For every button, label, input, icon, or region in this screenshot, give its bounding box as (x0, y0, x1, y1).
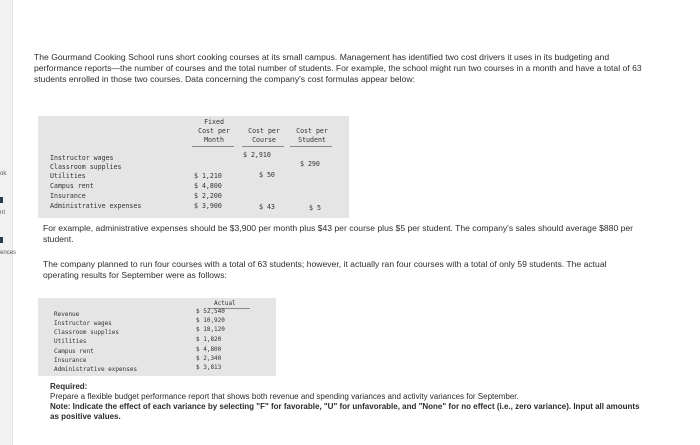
header-line: Course (252, 136, 276, 144)
example-paragraph: For example, administrative expenses should be $3,900 per month plus $43 per course plus $5 per student. The company's sales should average $880 per student. (43, 223, 634, 244)
header-line: Cost per (198, 127, 230, 135)
row-label: Campus rent (54, 348, 94, 355)
sidebar-item-1[interactable]: ok (0, 171, 7, 177)
cost-formula-table (38, 116, 349, 218)
actual-value: $ 18,120 (196, 326, 225, 333)
sidebar-item-3[interactable]: ences (0, 250, 17, 256)
fixed-cost-value: $ 3,900 (194, 202, 222, 210)
row-label: Utilities (50, 172, 86, 180)
header-underline (290, 146, 332, 147)
student-cost-value: $ 290 (300, 160, 320, 168)
actual-value: $ 2,340 (196, 355, 222, 362)
header-student-cost (286, 127, 338, 145)
left-sidebar (0, 0, 13, 445)
sidebar-item-2[interactable]: nt (0, 210, 6, 216)
header-underline (192, 146, 234, 147)
header-course-cost (238, 127, 290, 145)
required-note: Note: Indicate the effect of each variance by selecting "F" for favorable, "U" for unfavorable, and "None" for no effect (i.e., zero variance). Input all amounts as positive values. (50, 402, 640, 421)
row-label: Campus rent (50, 182, 94, 190)
actual-value: $ 1,820 (196, 336, 222, 343)
fixed-cost-value: $ 1,210 (194, 172, 222, 180)
header-fixed-cost (188, 118, 240, 145)
actual-value: $ 4,800 (196, 346, 222, 353)
actual-header: Actual (214, 300, 236, 307)
planned-paragraph: The company planned to run four courses with a total of 63 students; however, it actually ran four courses with a total of only 59 students. The actual operating results for September were as follows: (43, 259, 607, 280)
header-line: Cost per (296, 127, 328, 135)
row-label: Administrative expenses (54, 366, 138, 373)
header-line: Cost per (248, 127, 280, 135)
student-cost-value: $ 5 (309, 204, 321, 212)
fixed-cost-value: $ 2,200 (194, 192, 222, 200)
sidebar-marker (0, 197, 3, 203)
required-instruction: Prepare a flexible budget performance report that shows both revenue and spending variances and activity variances for September. (50, 392, 519, 401)
actual-results-table (38, 298, 276, 376)
course-cost-value: $ 2,910 (243, 151, 271, 159)
course-cost-value: $ 50 (259, 171, 275, 179)
header-underline (242, 146, 284, 147)
row-label: Utilities (54, 338, 87, 345)
row-label: Classroom supplies (54, 329, 120, 336)
row-label: Instructor wages (50, 154, 114, 162)
actual-value: $ 10,920 (196, 317, 225, 324)
required-section (50, 382, 650, 422)
row-label: Classroom supplies (50, 163, 122, 171)
actual-value: $ 3,813 (196, 364, 222, 371)
row-label: Instructor wages (54, 320, 112, 327)
header-line: Student (298, 136, 326, 144)
header-line: Month (204, 136, 224, 144)
row-label: Revenue (54, 311, 80, 318)
course-cost-value: $ 43 (259, 203, 275, 211)
row-label: Insurance (54, 357, 87, 364)
header-line: Fixed (204, 118, 224, 126)
row-label: Administrative expenses (50, 202, 142, 210)
row-label: Insurance (50, 192, 86, 200)
fixed-cost-value: $ 4,800 (194, 182, 222, 190)
sidebar-marker (0, 237, 3, 243)
intro-paragraph: The Gourmand Cooking School runs short cooking courses at its small campus. Management has identified two cost drivers it uses in its budgeting and performance reports—the number of courses and the total number of students. For example, the school might run two courses in a month and have a total of 63 students enrolled in those two courses. Data concerning the company's cost formulas appear below: (34, 52, 642, 84)
actual-value: $ 52,540 (196, 308, 225, 315)
required-title: Required: (50, 382, 88, 391)
